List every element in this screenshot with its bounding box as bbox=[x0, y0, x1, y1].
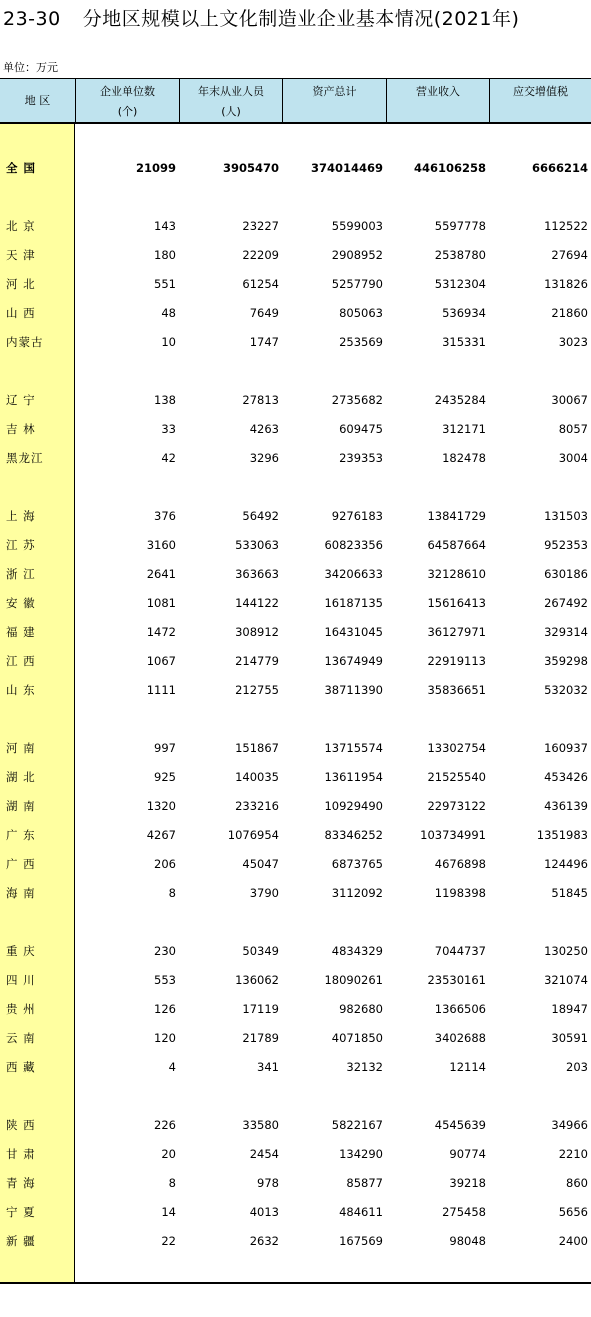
header-vat-payable bbox=[489, 79, 591, 123]
region-name: 全 国 bbox=[6, 161, 37, 175]
employees-cell: 22209 bbox=[242, 248, 279, 262]
header-label: 资产总计 bbox=[312, 85, 357, 98]
table-row bbox=[0, 647, 591, 676]
region-name: 黑龙江 bbox=[6, 451, 44, 465]
region-name: 湖 北 bbox=[6, 770, 36, 784]
employees-cell: 3790 bbox=[249, 886, 279, 900]
total-assets-cell: 3112092 bbox=[331, 886, 383, 900]
total-assets-cell: 13674949 bbox=[324, 654, 383, 668]
employees-cell: 214779 bbox=[235, 654, 279, 668]
vat-payable-cell: 131826 bbox=[544, 277, 588, 291]
region-name: 北 京 bbox=[6, 219, 36, 233]
enterprise-count-cell: 14 bbox=[161, 1205, 176, 1219]
header-label: 营业收入 bbox=[416, 85, 460, 98]
revenue-cell: 103734991 bbox=[420, 828, 486, 842]
enterprise-count-cell: 1472 bbox=[146, 625, 176, 639]
vat-payable-cell: 6666214 bbox=[531, 161, 588, 175]
revenue-cell: 36127971 bbox=[427, 625, 486, 639]
table-row bbox=[0, 270, 591, 299]
header-unit: (人) bbox=[221, 105, 241, 118]
page-title bbox=[3, 4, 519, 31]
region-name: 吉 林 bbox=[6, 422, 36, 436]
table-row bbox=[0, 792, 591, 821]
total-assets-cell: 6873765 bbox=[331, 857, 383, 871]
revenue-cell: 315331 bbox=[442, 335, 486, 349]
unit-label: 单位：万元 bbox=[3, 61, 58, 74]
revenue-cell: 22919113 bbox=[427, 654, 486, 668]
table-row bbox=[0, 1111, 591, 1140]
total-assets-cell: 2735682 bbox=[331, 393, 383, 407]
vat-payable-cell: 3023 bbox=[558, 335, 588, 349]
employees-cell: 4013 bbox=[249, 1205, 279, 1219]
vat-payable-cell: 532032 bbox=[544, 683, 588, 697]
header-label: 企业单位数 bbox=[100, 85, 155, 98]
table-row bbox=[0, 966, 591, 995]
enterprise-count-cell: 1320 bbox=[146, 799, 176, 813]
table-row bbox=[0, 1140, 591, 1169]
employees-cell: 144122 bbox=[235, 596, 279, 610]
region-name: 新 疆 bbox=[6, 1234, 36, 1248]
vat-payable-cell: 3004 bbox=[558, 451, 588, 465]
employees-cell: 3905470 bbox=[222, 161, 279, 175]
table-row bbox=[0, 618, 591, 647]
region-name: 贵 州 bbox=[6, 1002, 36, 1016]
vat-payable-cell: 2210 bbox=[558, 1147, 588, 1161]
vat-payable-cell: 630186 bbox=[544, 567, 588, 581]
vat-payable-cell: 27694 bbox=[551, 248, 588, 262]
vat-payable-cell: 124496 bbox=[544, 857, 588, 871]
employees-cell: 3296 bbox=[249, 451, 279, 465]
enterprise-count-cell: 551 bbox=[154, 277, 176, 291]
region-name: 青 海 bbox=[6, 1176, 36, 1190]
table-row bbox=[0, 502, 591, 531]
total-assets-cell: 32132 bbox=[346, 1060, 383, 1074]
table-row bbox=[0, 937, 591, 966]
vat-payable-cell: 34966 bbox=[551, 1118, 588, 1132]
total-assets-cell: 5257790 bbox=[331, 277, 383, 291]
header-employees bbox=[179, 79, 282, 123]
enterprise-count-cell: 22 bbox=[161, 1234, 176, 1248]
vat-payable-cell: 453426 bbox=[544, 770, 588, 784]
employees-cell: 151867 bbox=[235, 741, 279, 755]
region-name: 山 东 bbox=[6, 683, 36, 697]
vat-payable-cell: 860 bbox=[566, 1176, 588, 1190]
vat-payable-cell: 130250 bbox=[544, 944, 588, 958]
header-revenue bbox=[386, 79, 489, 123]
enterprise-count-cell: 226 bbox=[154, 1118, 176, 1132]
table-row bbox=[0, 734, 591, 763]
region-name: 安 徽 bbox=[6, 596, 36, 610]
employees-cell: 341 bbox=[257, 1060, 279, 1074]
employees-cell: 61254 bbox=[242, 277, 279, 291]
table-row bbox=[0, 676, 591, 705]
enterprise-count-cell: 8 bbox=[168, 1176, 176, 1190]
header-label: 应交增值税 bbox=[513, 85, 568, 98]
vat-payable-cell: 5656 bbox=[558, 1205, 588, 1219]
vat-payable-cell: 112522 bbox=[544, 219, 588, 233]
revenue-cell: 5597778 bbox=[434, 219, 486, 233]
revenue-cell: 35836651 bbox=[427, 683, 486, 697]
revenue-cell: 98048 bbox=[449, 1234, 486, 1248]
header-enterprise-count bbox=[75, 79, 179, 123]
employees-cell: 21789 bbox=[242, 1031, 279, 1045]
enterprise-count-cell: 925 bbox=[154, 770, 176, 784]
enterprise-count-cell: 206 bbox=[154, 857, 176, 871]
vat-payable-cell: 2400 bbox=[558, 1234, 588, 1248]
table-header bbox=[0, 78, 591, 124]
employees-cell: 308912 bbox=[235, 625, 279, 639]
table-row bbox=[0, 415, 591, 444]
table-row bbox=[0, 821, 591, 850]
table-row bbox=[0, 1227, 591, 1256]
employees-cell: 978 bbox=[257, 1176, 279, 1190]
total-assets-cell: 38711390 bbox=[324, 683, 383, 697]
employees-cell: 1747 bbox=[249, 335, 279, 349]
table-bottom-border bbox=[0, 1282, 591, 1284]
total-assets-cell: 18090261 bbox=[324, 973, 383, 987]
vat-payable-cell: 51845 bbox=[551, 886, 588, 900]
employees-cell: 1076954 bbox=[227, 828, 279, 842]
revenue-cell: 536934 bbox=[442, 306, 486, 320]
total-assets-cell: 374014469 bbox=[310, 161, 383, 175]
total-assets-cell: 85877 bbox=[346, 1176, 383, 1190]
vat-payable-cell: 952353 bbox=[544, 538, 588, 552]
enterprise-count-cell: 2641 bbox=[146, 567, 176, 581]
enterprise-count-cell: 376 bbox=[154, 509, 176, 523]
revenue-cell: 275458 bbox=[442, 1205, 486, 1219]
total-assets-cell: 9276183 bbox=[331, 509, 383, 523]
table-row bbox=[0, 299, 591, 328]
enterprise-count-cell: 553 bbox=[154, 973, 176, 987]
revenue-cell: 64587664 bbox=[427, 538, 486, 552]
total-assets-cell: 13715574 bbox=[324, 741, 383, 755]
employees-cell: 2632 bbox=[249, 1234, 279, 1248]
revenue-cell: 90774 bbox=[449, 1147, 486, 1161]
revenue-cell: 13841729 bbox=[427, 509, 486, 523]
header-label: 年末从业人员 bbox=[198, 85, 264, 98]
revenue-cell: 1366506 bbox=[434, 1002, 486, 1016]
total-assets-cell: 167569 bbox=[339, 1234, 383, 1248]
total-assets-cell: 16431045 bbox=[324, 625, 383, 639]
region-name: 福 建 bbox=[6, 625, 36, 639]
employees-cell: 233216 bbox=[235, 799, 279, 813]
vat-payable-cell: 267492 bbox=[544, 596, 588, 610]
table-row-total bbox=[0, 154, 591, 183]
region-name: 天 津 bbox=[6, 248, 36, 262]
vat-payable-cell: 21860 bbox=[551, 306, 588, 320]
enterprise-count-cell: 10 bbox=[161, 335, 176, 349]
header-unit: (个) bbox=[117, 105, 138, 118]
region-name: 江 苏 bbox=[6, 538, 36, 552]
employees-cell: 23227 bbox=[242, 219, 279, 233]
total-assets-cell: 134290 bbox=[339, 1147, 383, 1161]
total-assets-cell: 5822167 bbox=[331, 1118, 383, 1132]
employees-cell: 212755 bbox=[235, 683, 279, 697]
table-row bbox=[0, 241, 591, 270]
region-name: 广 东 bbox=[6, 828, 36, 842]
vat-payable-cell: 321074 bbox=[544, 973, 588, 987]
revenue-cell: 1198398 bbox=[434, 886, 486, 900]
region-name: 西 藏 bbox=[6, 1060, 36, 1074]
region-name: 广 西 bbox=[6, 857, 36, 871]
region-name: 甘 肃 bbox=[6, 1147, 36, 1161]
revenue-cell: 23530161 bbox=[427, 973, 486, 987]
revenue-cell: 12114 bbox=[449, 1060, 486, 1074]
region-name: 内蒙古 bbox=[6, 335, 44, 349]
employees-cell: 363663 bbox=[235, 567, 279, 581]
region-name: 四 川 bbox=[6, 973, 36, 987]
data-table bbox=[0, 78, 591, 1284]
revenue-cell: 22973122 bbox=[427, 799, 486, 813]
region-name: 重 庆 bbox=[6, 944, 36, 958]
table-row bbox=[0, 560, 591, 589]
region-name: 云 南 bbox=[6, 1031, 36, 1045]
revenue-cell: 21525540 bbox=[427, 770, 486, 784]
table-row bbox=[0, 763, 591, 792]
revenue-cell: 182478 bbox=[442, 451, 486, 465]
vat-payable-cell: 160937 bbox=[544, 741, 588, 755]
region-name: 陕 西 bbox=[6, 1118, 36, 1132]
vat-payable-cell: 203 bbox=[566, 1060, 588, 1074]
table-number: 23-30 bbox=[3, 8, 61, 30]
employees-cell: 17119 bbox=[242, 1002, 279, 1016]
enterprise-count-cell: 3160 bbox=[146, 538, 176, 552]
employees-cell: 136062 bbox=[235, 973, 279, 987]
total-assets-cell: 4834329 bbox=[331, 944, 383, 958]
total-assets-cell: 5599003 bbox=[331, 219, 383, 233]
total-assets-cell: 609475 bbox=[339, 422, 383, 436]
table-row bbox=[0, 444, 591, 473]
total-assets-cell: 805063 bbox=[339, 306, 383, 320]
table-row bbox=[0, 1053, 591, 1082]
employees-cell: 533063 bbox=[235, 538, 279, 552]
employees-cell: 140035 bbox=[235, 770, 279, 784]
revenue-cell: 4545639 bbox=[434, 1118, 486, 1132]
region-name: 湖 南 bbox=[6, 799, 36, 813]
table-row bbox=[0, 1198, 591, 1227]
revenue-cell: 32128610 bbox=[427, 567, 486, 581]
region-name: 河 南 bbox=[6, 741, 36, 755]
revenue-cell: 2435284 bbox=[434, 393, 486, 407]
revenue-cell: 2538780 bbox=[434, 248, 486, 262]
enterprise-count-cell: 1067 bbox=[146, 654, 176, 668]
vat-payable-cell: 30591 bbox=[551, 1031, 588, 1045]
enterprise-count-cell: 8 bbox=[168, 886, 176, 900]
total-assets-cell: 2908952 bbox=[331, 248, 383, 262]
total-assets-cell: 10929490 bbox=[324, 799, 383, 813]
revenue-cell: 7044737 bbox=[434, 944, 486, 958]
vat-payable-cell: 329314 bbox=[544, 625, 588, 639]
employees-cell: 4263 bbox=[249, 422, 279, 436]
employees-cell: 50349 bbox=[242, 944, 279, 958]
enterprise-count-cell: 48 bbox=[161, 306, 176, 320]
table-row bbox=[0, 1169, 591, 1198]
table-title-text: 分地区规模以上文化制造业企业基本情况(2021年) bbox=[82, 8, 520, 30]
employees-cell: 2454 bbox=[249, 1147, 279, 1161]
employees-cell: 7649 bbox=[249, 306, 279, 320]
table-row bbox=[0, 386, 591, 415]
enterprise-count-cell: 1111 bbox=[146, 683, 176, 697]
revenue-cell: 5312304 bbox=[434, 277, 486, 291]
total-assets-cell: 60823356 bbox=[324, 538, 383, 552]
enterprise-count-cell: 997 bbox=[154, 741, 176, 755]
revenue-cell: 13302754 bbox=[427, 741, 486, 755]
region-name: 浙 江 bbox=[6, 567, 36, 581]
enterprise-count-cell: 4267 bbox=[146, 828, 176, 842]
revenue-cell: 15616413 bbox=[427, 596, 486, 610]
enterprise-count-cell: 4 bbox=[168, 1060, 176, 1074]
revenue-cell: 4676898 bbox=[434, 857, 486, 871]
vat-payable-cell: 131503 bbox=[544, 509, 588, 523]
region-name: 辽 宁 bbox=[6, 393, 36, 407]
region-name: 河 北 bbox=[6, 277, 36, 291]
employees-cell: 56492 bbox=[242, 509, 279, 523]
region-name: 山 西 bbox=[6, 306, 36, 320]
vat-payable-cell: 30067 bbox=[551, 393, 588, 407]
revenue-cell: 312171 bbox=[442, 422, 486, 436]
enterprise-count-cell: 33 bbox=[161, 422, 176, 436]
total-assets-cell: 253569 bbox=[339, 335, 383, 349]
table-row bbox=[0, 212, 591, 241]
table-row bbox=[0, 328, 591, 357]
region-name: 宁 夏 bbox=[6, 1205, 36, 1219]
total-assets-cell: 484611 bbox=[339, 1205, 383, 1219]
enterprise-count-cell: 1081 bbox=[146, 596, 176, 610]
enterprise-count-cell: 180 bbox=[154, 248, 176, 262]
total-assets-cell: 34206633 bbox=[324, 567, 383, 581]
total-assets-cell: 13611954 bbox=[324, 770, 383, 784]
total-assets-cell: 16187135 bbox=[324, 596, 383, 610]
table-row bbox=[0, 850, 591, 879]
enterprise-count-cell: 21099 bbox=[135, 161, 176, 175]
revenue-cell: 3402688 bbox=[434, 1031, 486, 1045]
employees-cell: 45047 bbox=[242, 857, 279, 871]
revenue-cell: 39218 bbox=[449, 1176, 486, 1190]
enterprise-count-cell: 230 bbox=[154, 944, 176, 958]
enterprise-count-cell: 42 bbox=[161, 451, 176, 465]
enterprise-count-cell: 143 bbox=[154, 219, 176, 233]
revenue-cell: 446106258 bbox=[413, 161, 486, 175]
enterprise-count-cell: 20 bbox=[161, 1147, 176, 1161]
table-row bbox=[0, 531, 591, 560]
vat-payable-cell: 436139 bbox=[544, 799, 588, 813]
vat-payable-cell: 8057 bbox=[558, 422, 588, 436]
enterprise-count-cell: 120 bbox=[154, 1031, 176, 1045]
total-assets-cell: 982680 bbox=[339, 1002, 383, 1016]
table-row bbox=[0, 1024, 591, 1053]
employees-cell: 27813 bbox=[242, 393, 279, 407]
header-total-assets bbox=[282, 79, 386, 123]
vat-payable-cell: 359298 bbox=[544, 654, 588, 668]
table-row bbox=[0, 995, 591, 1024]
total-assets-cell: 4071850 bbox=[331, 1031, 383, 1045]
vat-payable-cell: 1351983 bbox=[536, 828, 588, 842]
employees-cell: 33580 bbox=[242, 1118, 279, 1132]
total-assets-cell: 83346252 bbox=[324, 828, 383, 842]
enterprise-count-cell: 138 bbox=[154, 393, 176, 407]
header-region: 地 区 bbox=[24, 94, 51, 107]
vat-payable-cell: 18947 bbox=[551, 1002, 588, 1016]
enterprise-count-cell: 126 bbox=[154, 1002, 176, 1016]
total-assets-cell: 239353 bbox=[339, 451, 383, 465]
table-row bbox=[0, 589, 591, 618]
region-name: 海 南 bbox=[6, 886, 36, 900]
region-name: 上 海 bbox=[6, 509, 36, 523]
table-row bbox=[0, 879, 591, 908]
region-name: 江 西 bbox=[6, 654, 36, 668]
